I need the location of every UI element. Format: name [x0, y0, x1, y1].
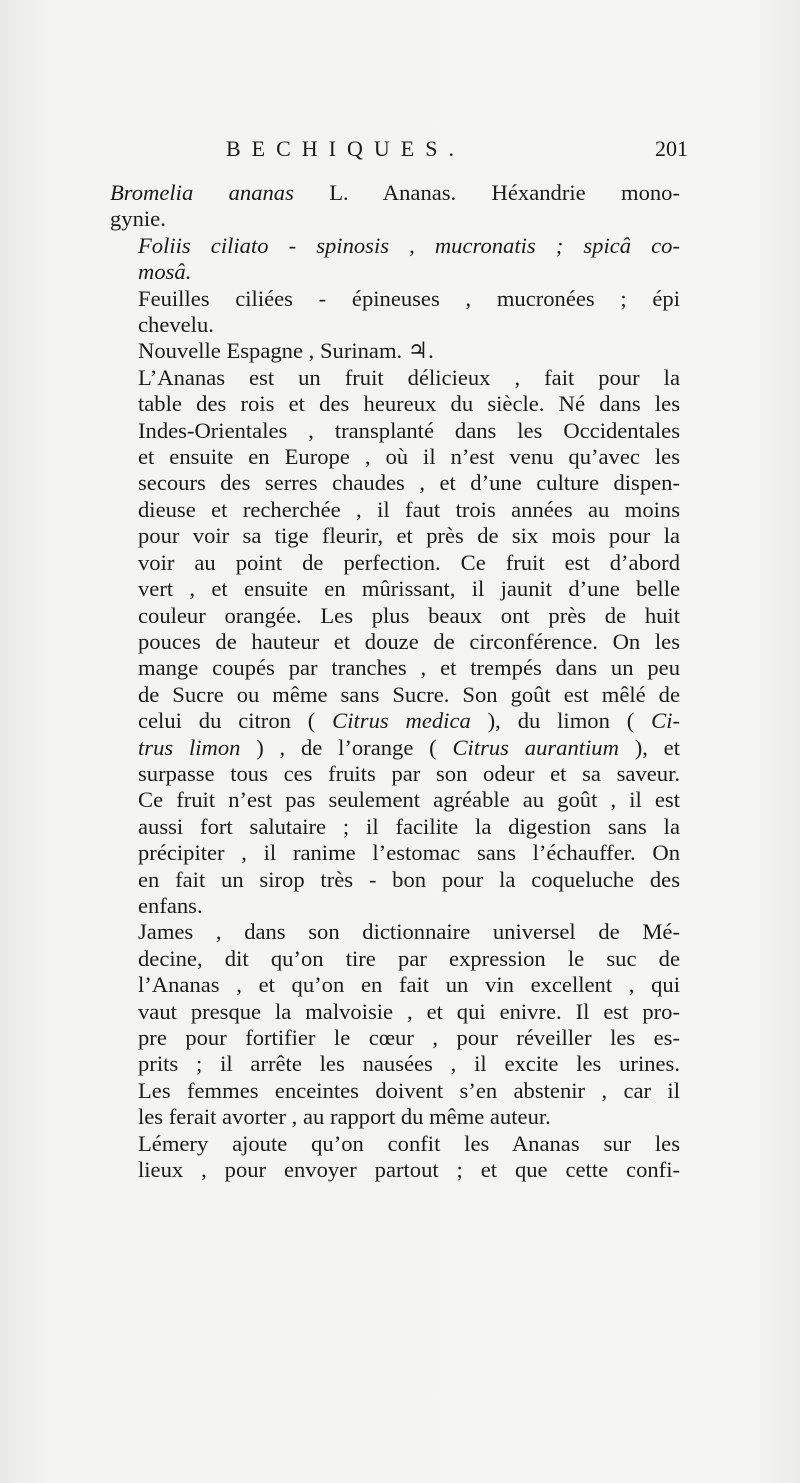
text-segment: les ferait avorter , au rapport du même auteur. [138, 1104, 551, 1130]
text-line [110, 893, 680, 919]
text-line [110, 972, 680, 998]
text-segment: enfans. [138, 892, 203, 918]
text-segment: chevelu. [138, 312, 214, 338]
text-line [110, 655, 680, 681]
text-line [110, 735, 680, 761]
text-line [110, 919, 680, 945]
text-line [110, 946, 680, 972]
text-segment: Ce fruit n’est pas seulement agréable au goût , il est [138, 787, 680, 813]
text-segment: Lémery ajoute qu’on confit les Ananas sur les [138, 1130, 680, 1156]
text-segment: celui du citron ( [138, 708, 333, 734]
text-segment: couleur orangée. Les plus beaux ont près de huit [138, 602, 680, 628]
text-segment: decine, dit qu’on tire par expression le suc de [138, 945, 680, 971]
text-line [110, 470, 680, 496]
text-segment: dieuse et recherchée , il faut trois années au moins [138, 496, 680, 522]
paragraph [110, 286, 680, 339]
paragraph [110, 919, 680, 1130]
text-segment: précipiter , il ranime l’estomac sans l’échauffer. On [138, 840, 680, 866]
text-segment: Nouvelle Espagne , Surinam. ♃. [138, 338, 434, 364]
italic-segment: Foliis ciliato - spinosis , mucronatis ; spicâ co- [138, 232, 680, 258]
text-line [110, 576, 680, 602]
text-line [110, 814, 680, 840]
italic-segment: Ci- [651, 708, 680, 734]
text-segment: pour voir sa tige fleurir, et près de six mois pour la [138, 523, 680, 549]
body-text [110, 180, 680, 1183]
italic-segment: trus limon [138, 734, 241, 760]
italic-segment: Citrus aurantium [452, 734, 619, 760]
text-line [110, 206, 680, 232]
text-line [110, 418, 680, 444]
text-line [110, 603, 680, 629]
text-segment: aussi fort salutaire ; il facilite la digestion sans la [138, 813, 680, 839]
text-line [110, 497, 680, 523]
text-segment: lieux , pour envoyer partout ; et que cette confi- [138, 1157, 680, 1183]
text-segment: secours des serres chaudes , et d’une culture dispen- [138, 470, 680, 496]
text-segment: prits ; il arrête les nausées , il excite les urines. [138, 1051, 680, 1077]
text-line [110, 787, 680, 813]
text-segment: voir au point de perfection. Ce fruit est d’abord [138, 549, 680, 575]
paragraph [110, 1131, 680, 1184]
text-line [110, 1025, 680, 1051]
text-segment: L. Ananas. Héxandrie mono- [293, 180, 680, 205]
text-line [110, 708, 680, 734]
text-segment: vert , et ensuite en mûrissant, il jaunit d’une belle [138, 576, 680, 602]
text-line [110, 999, 680, 1025]
text-segment: ), du limon ( [470, 708, 652, 734]
text-segment: et ensuite en Europe , où il n’est venu qu’avec les [138, 444, 680, 470]
text-line [110, 391, 680, 417]
text-line [110, 1104, 680, 1130]
text-segment: table des rois et des heureux du siècle. Né dans les [138, 391, 680, 417]
text-segment: en fait un sirop très - bon pour la coqueluche des [138, 866, 680, 892]
italic-segment: mosâ. [138, 259, 192, 285]
text-segment: L’Ananas est un fruit délicieux , fait pour la [138, 364, 680, 390]
text-segment: Les femmes enceintes doivent s’en abstenir , car il [138, 1077, 680, 1103]
text-line [110, 338, 680, 364]
text-segment: pre pour fortifier le cœur , pour réveiller les es- [138, 1025, 680, 1050]
text-segment: Feuilles ciliées - épineuses , mucronées ; épi [138, 285, 680, 311]
text-segment: ), et [618, 734, 680, 760]
paragraph [110, 338, 680, 364]
text-line [110, 761, 680, 787]
text-line [110, 840, 680, 866]
italic-segment: Bromelia ananas [110, 180, 294, 205]
text-segment: mange coupés par tranches , et trempés dans un peu [138, 655, 680, 681]
text-segment: Indes-Orientales , transplanté dans les Occidentales [138, 417, 680, 443]
text-segment: de Sucre ou même sans Sucre. Son goût est mêlé de [138, 681, 680, 707]
paragraph [110, 180, 680, 233]
text-line [110, 312, 680, 338]
text-line [110, 1078, 680, 1104]
paragraph [110, 233, 680, 286]
running-title: BECHIQUES. [226, 136, 465, 161]
text-segment: pouces de hauteur et douze de circonférence. On les [138, 628, 680, 654]
text-line [110, 682, 680, 708]
text-line [110, 259, 680, 285]
text-segment: vaut presque la malvoisie , et qui enivre. Il est pro- [138, 998, 680, 1024]
text-segment: gynie. [110, 206, 166, 232]
text-line [110, 1157, 680, 1183]
text-line [110, 444, 680, 470]
text-line [110, 550, 680, 576]
page-header [226, 136, 688, 166]
text-line [110, 233, 680, 259]
text-segment: ) , de l’orange ( [240, 734, 453, 760]
italic-segment: Citrus medica [332, 708, 471, 734]
text-line [110, 1051, 680, 1077]
text-segment: James , dans son dictionnaire universel de Mé- [138, 919, 680, 945]
paragraph [110, 365, 680, 920]
text-line [110, 1131, 680, 1157]
text-segment: l’Ananas , et qu’on en fait un vin excellent , qui [138, 972, 680, 998]
text-line [110, 523, 680, 549]
text-line [110, 365, 680, 391]
text-line [110, 286, 680, 312]
text-line [110, 867, 680, 893]
page-number: 201 [655, 136, 688, 161]
text-line [110, 629, 680, 655]
text-segment: surpasse tous ces fruits par son odeur et sa saveur. [138, 760, 680, 786]
text-line [110, 180, 680, 206]
